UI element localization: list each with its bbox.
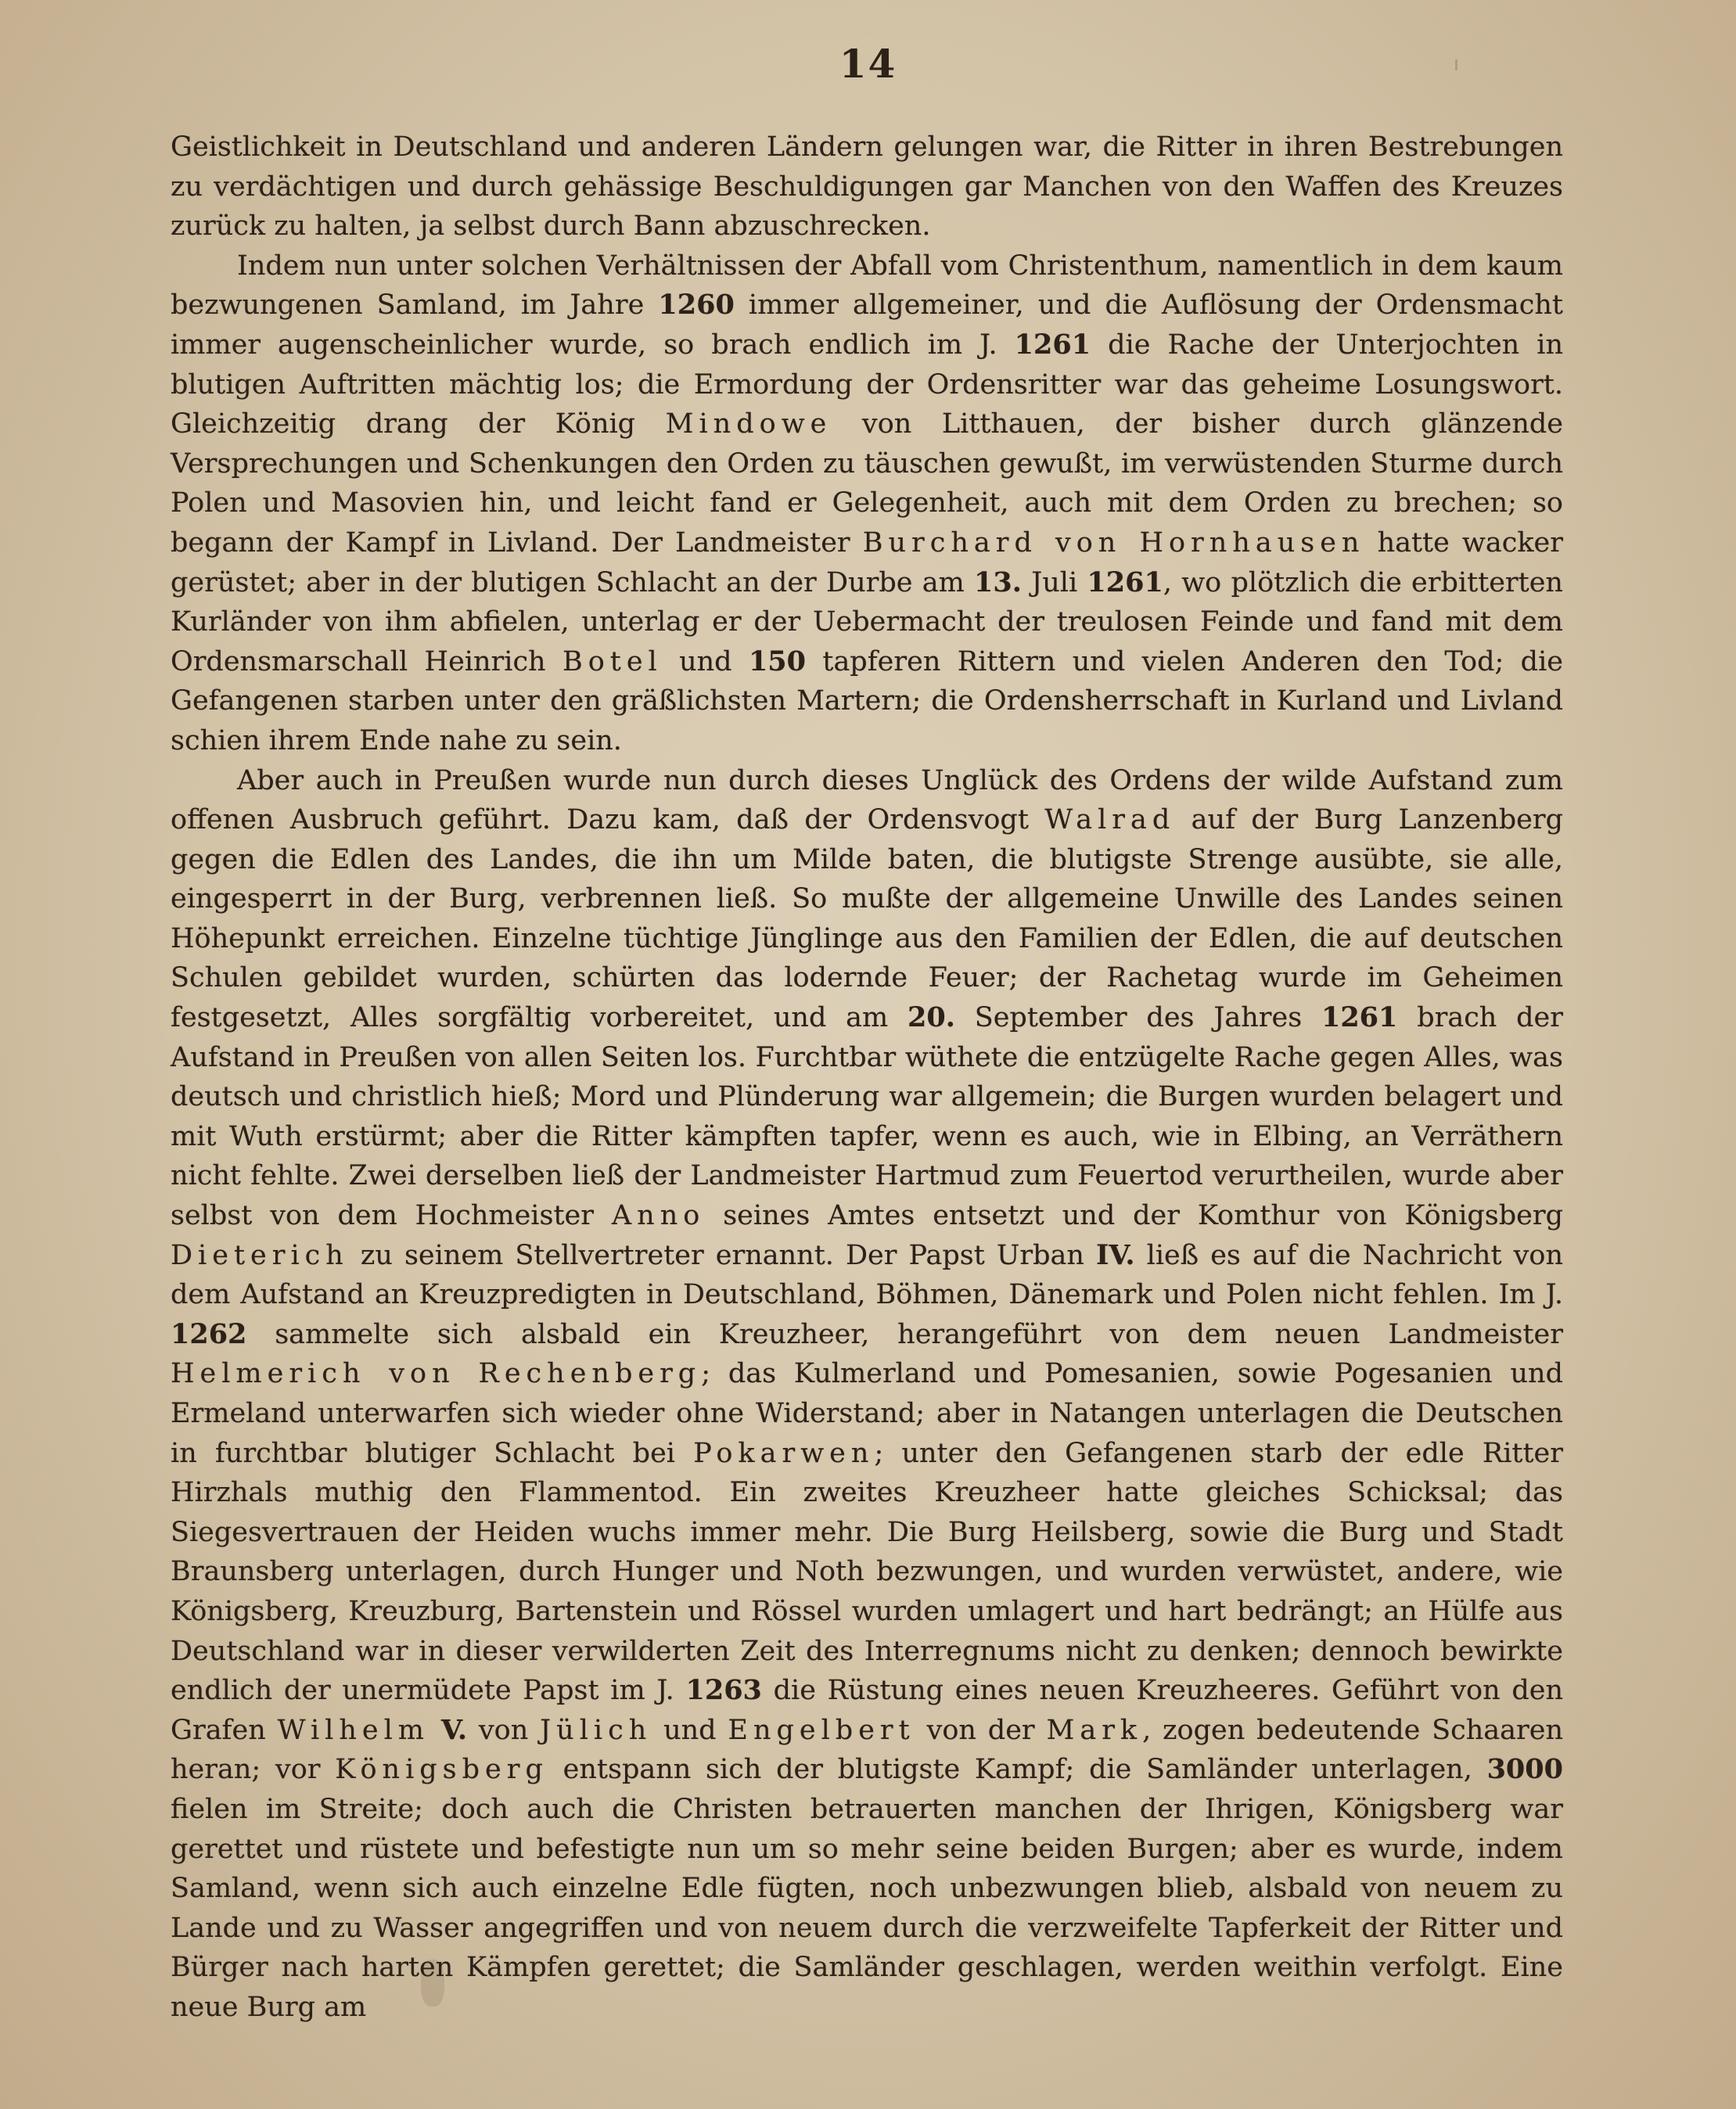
text-run: fielen im Streite; doch auch die Christen betrauerten manchen der Ihrigen, Königsberg war gerettet und rüstete und befestigte nun um so mehr seine beiden Burgen; aber es wurde, indem Samland, wenn sich auch einzelne Edle fügten, noch unbezwungen blieb, alsbald von neuem zu Lande und zu Wasser angegriffen und von neuem durch die verzweifelte Tapferkeit der Ritter und Bürger nach harten Kämpfen gerettet; die Samländer geschlagen, werden weithin verfolgt. Eine neue Burg am [171,1793,1563,2023]
bold-number: IV. [1095,1238,1135,1271]
text-run: tapferen Rittern und vielen Anderen den Tod; die Gefangenen starben unter den gräßlichsten Martern; die Ordensherrschaft in Kurland und Livland schien ihrem Ende nahe zu sein. [171,645,1563,756]
bold-number: 150 [748,645,807,677]
spaced-name: Anno [611,1200,706,1232]
bold-number: 3000 [1486,1753,1563,1786]
text-run: Juli [1021,566,1087,598]
text-run: ließ es auf die Nachricht von dem Aufstand an Kreuzpredigten in Deutschland, Böhmen, Dänemark und Polen nicht fehlen. Im J. [171,1239,1563,1311]
text-run: zu seinem Stellvertreter ernannt. Der Papst Urban [348,1239,1096,1271]
bold-number: 1260 [658,289,735,322]
spaced-name: Dieterich [171,1239,349,1271]
spaced-name: Wilhelm [277,1714,430,1746]
spaced-name: Engelbert [728,1714,915,1746]
text-run: entspann sich der blutigste Kampf; die Samländer unterlagen, [548,1754,1487,1786]
text-run: immer allgemeiner, und die Auflösung der Ordensmacht immer augenscheinlicher wurde, so brach endlich im J. [171,289,1563,361]
spaced-name: Helmerich von Rechenberg [171,1358,702,1390]
text-run: , wo plötzlich die erbitterten Kurländer von ihm abfielen, unterlag er der Uebermacht der treulosen Feinde und fand mit dem Ordensmarschall Heinrich [171,566,1563,677]
text-run: ; unter den Gefangenen starb der edle Ritter Hirzhals muthig den Flammentod. Ein zweites Kreuzheer hatte gleiches Schicksal; das Siegesvertrauen der Heiden wuchs immer mehr. Die Burg Heilsberg, sowie die Burg und Stadt Braunsberg unterlagen, durch Hunger und Noth bezwungen, und wurden verwüstet, andere, wie Königsberg, Kreuzburg, Bartenstein und Rössel wurden umlagert und hart bedrängt; an Hülfe aus Deutschland war in dieser verwilderten Zeit des Interregnums nicht zu denken; dennoch bewirkte endlich der unermüdete Papst im J. [171,1437,1563,1707]
text-run: von [467,1714,541,1746]
text-run: von Litthauen, der bisher durch glänzende Versprechungen und Schenkungen den Orden zu täuschen gewußt, im verwüstenden Sturme durch Polen und Masovien hin, und leicht fand er Gelegenheit, auch mit dem Orden zu brechen; so begann der Kampf in Livland. Der Landmeister [171,408,1563,559]
text-run: sammelte sich alsbald ein Kreuzheer, herangeführt von dem neuen Landmeister [246,1318,1563,1350]
body-text [171,128,1563,2028]
page-number: 14 [839,41,897,87]
paragraph [171,246,1563,761]
bold-number: 1262 [171,1317,247,1350]
bold-number: 20. [908,1001,955,1034]
spaced-name: Burchard von Hornhausen [862,526,1365,559]
text-run: Aber auch in Preußen wurde nun durch dieses Unglück des Ordens der wilde Aufstand zum offenen Ausbruch geführt. Dazu kam, daß der Ordensvogt [171,764,1563,836]
spaced-name: Königsberg [335,1754,548,1786]
text-run: seines Amtes entsetzt und der Komthur von Königsberg [705,1200,1564,1232]
bold-number: 1261 [1014,328,1091,361]
bold-number: 1263 [685,1674,762,1707]
paragraph [171,128,1563,246]
text-run: von der [915,1714,1047,1746]
text-run: die Rüstung eines neuen Kreuzheeres. Geführt von den Grafen [171,1675,1563,1746]
spaced-name: Botel [562,645,663,677]
text-run: und [662,645,749,677]
text-run: und [652,1714,728,1746]
text-run: hatte wacker gerüstet; aber in der blutigen Schlacht an der Durbe am [171,526,1563,598]
text-run: September des Jahres [954,1002,1321,1034]
bold-number: 13. [974,566,1022,598]
spaced-name: Mark [1046,1714,1143,1746]
paragraph [171,761,1563,2028]
text-run: die Rache der Unterjochten in blutigen Auftritten mächtig los; die Ermordung der Ordensritter war das geheime Losungswort. Gleichzeitig drang der König [171,329,1563,440]
text-run: auf der Burg Lanzenberg gegen die Edlen des Landes, die ihn um Milde baten, die blutigste Strenge ausübte, sie alle, eingesperrt in der Burg, verbrennen ließ. So mußte der allgemeine Unwille des Landes seinen Höhepunkt erreichen. Einzelne tüchtige Jünglinge aus den Familien der Edlen, die auf deutschen Schulen gebildet wurden, schürten das lodernde Feuer; der Rachetag wurde im Geheimen festgesetzt, Alles sorgfältig vorbereitet, und am [171,804,1563,1034]
bold-number: V. [440,1713,468,1746]
spaced-name: Walrad [1044,804,1176,836]
bold-number: 1261 [1321,1001,1398,1034]
text-run: ; das Kulmerland und Pomesanien, sowie Pogesanien und Ermeland unterwarfen sich wieder ohne Widerstand; aber in Natangen unterlagen die Deutschen in furchtbar blutiger Schlacht bei [171,1358,1563,1469]
text-run [430,1715,441,1746]
text-run: Geistlichkeit in Deutschland und anderen Ländern gelungen war, die Ritter in ihren Bestrebungen zu verdächtigen und durch gehässige Beschuldigungen gar Manchen von den Waffen des Kreuzes zurück zu halten, ja selbst durch Bann abzuschrecken. [171,131,1563,243]
text-run: brach der Aufstand in Preußen von allen Seiten los. Furchtbar wüthete die entzügelte Rache gegen Alles, was deutsch und christlich hieß; Mord und Plünderung war allgemein; die Burgen wurden belagert und mit Wuth erstürmt; aber die Ritter kämpften tapfer, wenn es auch, wie in Elbing, an Verräthern nicht fehlte. Zwei derselben ließ der Landmeister Hartmud zum Feuertod verurtheilen, wurde aber selbst von dem Hochmeister [171,1002,1563,1232]
bold-number: 1261 [1087,566,1163,598]
spaced-name: Mindowe [665,408,832,440]
spaced-name: Pokarwen [693,1437,875,1469]
spaced-name: Jülich [540,1714,652,1746]
text-run: , zogen bedeutende Schaaren heran; vor [171,1714,1563,1786]
text-run: Indem nun unter solchen Verhältnissen der Abfall vom Christenthum, namentlich in dem kaum bezwungenen Samland, im Jahre [171,250,1563,322]
